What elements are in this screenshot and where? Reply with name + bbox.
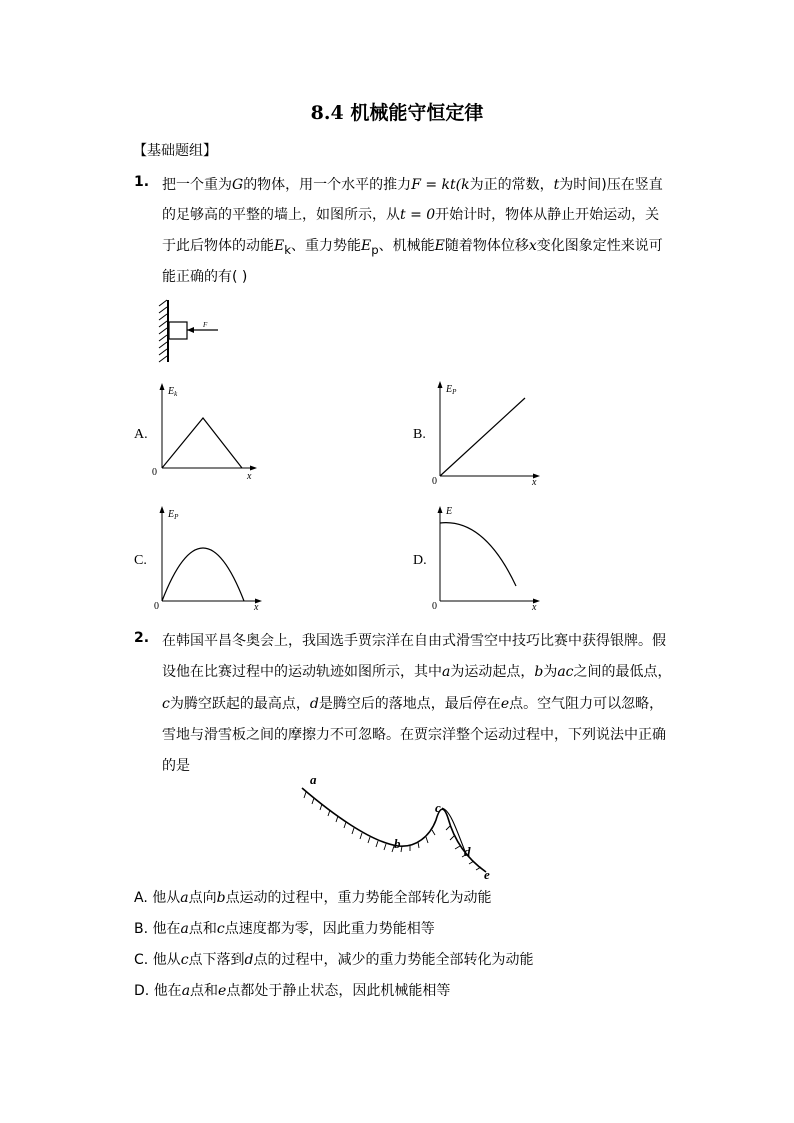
y-axis-label: $E_P$: [446, 384, 457, 396]
potential-energy-curve: [162, 548, 244, 601]
option-d-graph[interactable]: [426, 503, 546, 613]
x-axis-label: x: [532, 602, 537, 613]
x-axis-label: x: [254, 602, 259, 613]
question-2-line-2: 设他在比赛过程中的运动轨迹如图所示，其中a为运动起点，b为ac之间的最低点，: [162, 664, 672, 680]
question-1-line-1: 把一个重为G的物体，用一个水平的推力F = kt(k为正的常数，t为时间)压在竖直: [162, 177, 663, 193]
wall-block-figure: [150, 296, 230, 366]
slope-hatching: [304, 792, 481, 870]
option-a-label[interactable]: A.: [134, 427, 148, 442]
point-c-label: c: [435, 800, 441, 815]
option-b-graph[interactable]: [426, 378, 546, 488]
slope-surface: [302, 788, 486, 872]
x-axis-arrow: [250, 466, 257, 471]
option-b-label[interactable]: B.: [413, 427, 426, 442]
question-1-line-3: 于此后物体的动能$E_k$、重力势能$E_p$、机械能E随着物体位移x变化图象定性来说可: [162, 238, 663, 257]
point-b-label: b: [394, 836, 401, 851]
option-a[interactable]: A. 他从a点向b点运动的过程中，重力势能全部转化为动能: [134, 890, 492, 906]
option-a-graph[interactable]: [148, 380, 263, 480]
y-axis-arrow: [438, 381, 443, 388]
ski-trajectory-figure: [290, 770, 500, 880]
question-2-line-1: 在韩国平昌冬奥会上，我国选手贾宗洋在自由式滑雪空中技巧比赛中获得银牌。假: [162, 633, 666, 649]
option-c-label[interactable]: C.: [134, 553, 147, 568]
force-label: F: [203, 321, 208, 329]
origin-label: 0: [152, 467, 157, 478]
page-title: 8.4 机械能守恒定律: [310, 102, 484, 124]
question-1-line-4: 能正确的有( ): [162, 269, 248, 285]
y-axis-label: E: [446, 506, 453, 517]
flight-path: [442, 808, 466, 854]
option-c[interactable]: C. 他从c点下落到d点的过程中，减少的重力势能全部转化为动能: [134, 952, 534, 968]
origin-label: 0: [432, 601, 437, 612]
y-axis-label: $E_P$: [168, 509, 179, 521]
wall-hatching: [159, 300, 167, 362]
x-axis-label: x: [532, 477, 537, 488]
point-e-label: e: [484, 867, 490, 880]
origin-label: 0: [154, 601, 159, 612]
question-number: 1.: [134, 174, 150, 190]
x-axis-label: x: [247, 471, 252, 480]
point-d-label: d: [464, 844, 471, 859]
question-1-line-2: 的足够高的平整的墙上，如图所示，从t = 0开始计时，物体从静止开始运动，关: [162, 207, 660, 223]
y-axis-arrow: [160, 506, 165, 513]
mechanical-energy-curve: [440, 523, 516, 586]
block: [169, 322, 187, 339]
origin-label: 0: [432, 476, 437, 487]
potential-energy-line: [440, 398, 525, 476]
question-2-line-5: 的是: [162, 758, 190, 774]
question-2-line-4: 雪地与滑雪板之间的摩擦力不可忽略。在贾宗洋整个运动过程中，下列说法中正确: [162, 727, 666, 743]
y-axis-label: $E_k$: [168, 386, 178, 398]
question-2-line-3: c为腾空跃起的最高点，d是腾空后的落地点，最后停在e点。空气阻力可以忽略，: [162, 696, 664, 712]
y-axis-arrow: [160, 383, 165, 390]
section-heading: 【基础题组】: [133, 143, 217, 159]
kinetic-energy-curve: [162, 418, 242, 468]
force-arrow-head: [187, 327, 194, 333]
question-number: 2.: [134, 630, 150, 646]
y-axis-arrow: [438, 506, 443, 513]
option-d-label[interactable]: D.: [413, 553, 427, 568]
option-d[interactable]: D. 他在a点和e点都处于静止状态，因此机械能相等: [134, 983, 451, 999]
option-b[interactable]: B. 他在a点和c点速度都为零，因此重力势能相等: [134, 921, 435, 937]
option-c-graph[interactable]: [148, 503, 268, 613]
point-a-label: a: [310, 772, 317, 787]
